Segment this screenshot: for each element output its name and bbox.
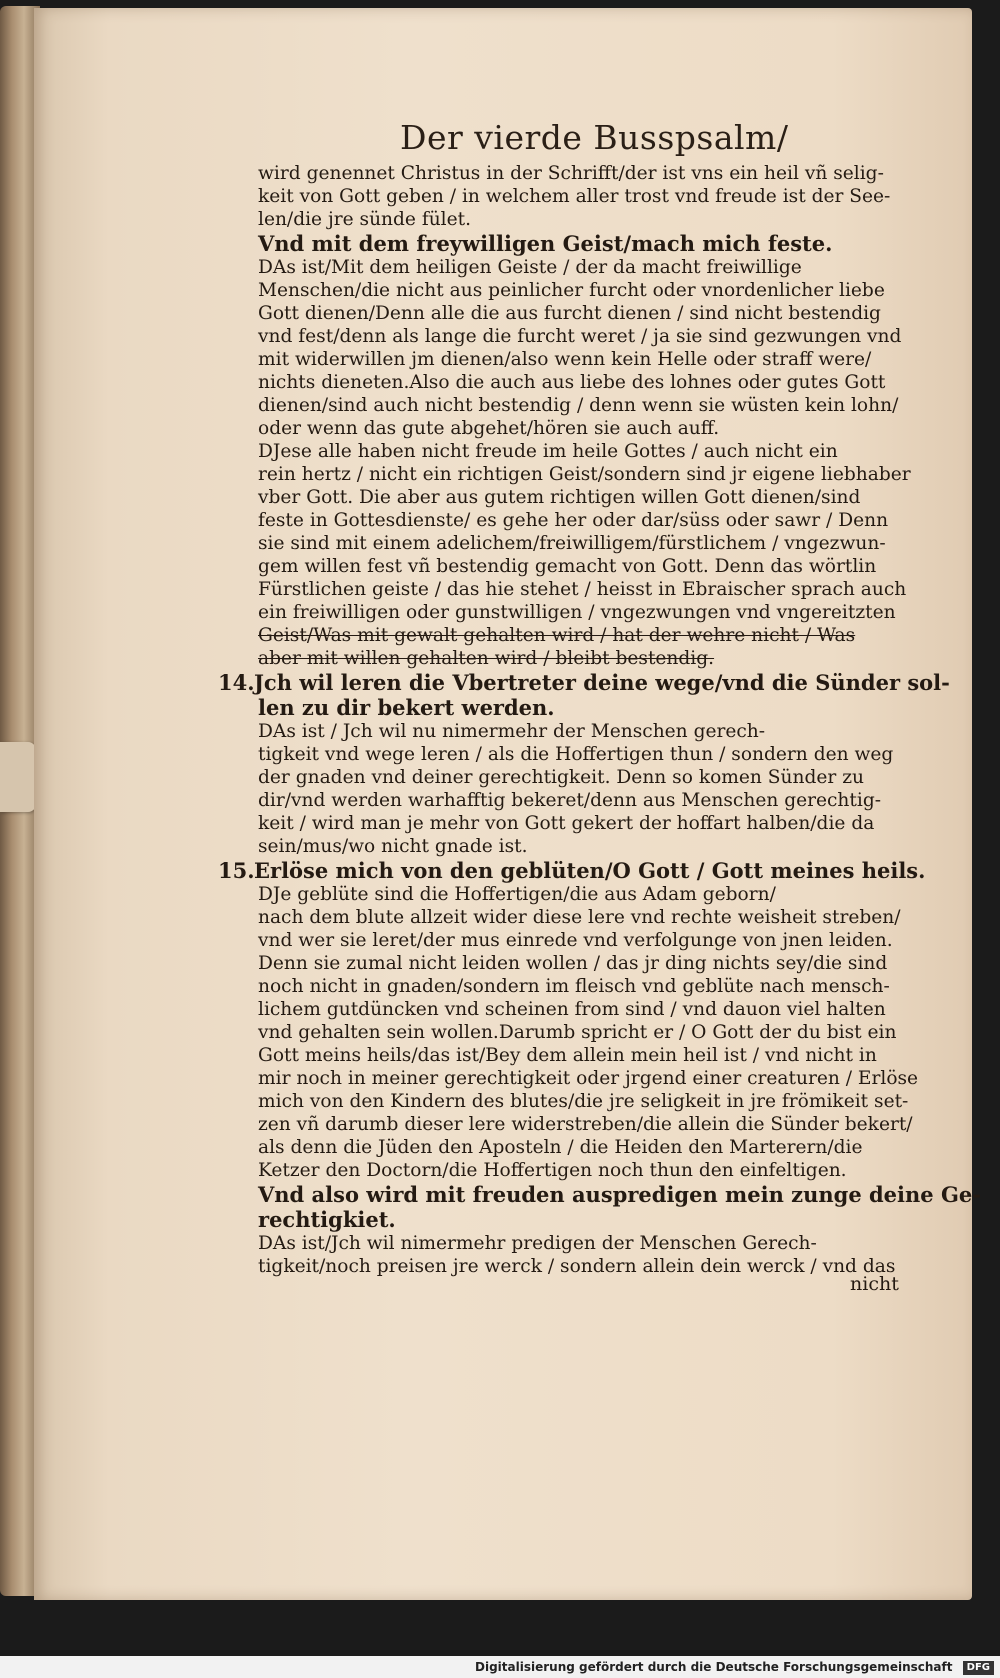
text-line	[258, 231, 908, 256]
text-line	[258, 998, 908, 1021]
text-line	[258, 509, 908, 532]
text-line	[258, 486, 908, 509]
page-tab	[0, 742, 36, 812]
text-line	[258, 695, 908, 720]
line-text: dienen/sind auch nicht bestendig / denn wenn sie wüsten kein lohn/	[258, 395, 899, 416]
text-line	[258, 766, 908, 789]
text-line	[258, 555, 908, 578]
line-text: keit / wird man je mehr von Gott gekert der hoffart halben/die da	[258, 813, 875, 834]
dfg-logo: DFG	[963, 1661, 994, 1675]
line-text: wird genennet Christus in der Schrifft/der ist vns ein heil vñ selig-	[258, 163, 884, 184]
text-line	[258, 1113, 913, 1136]
line-text: tigkeit/noch preisen jre werck / sondern allein dein werck / vnd das	[258, 1256, 896, 1277]
line-text: Ketzer den Doctorn/die Hoffertigen noch thun den einfeltigen.	[258, 1160, 847, 1181]
line-text: len/die jre sünde fület.	[258, 209, 472, 230]
line-text: zen vñ darumb dieser lere widerstreben/die allein die Sünder bekert/	[258, 1114, 913, 1135]
line-text: keit von Gott geben / in welchem aller trost vnd freude ist der See-	[258, 186, 891, 207]
text-line	[258, 789, 908, 812]
text-line	[258, 256, 908, 279]
text-line	[258, 835, 908, 858]
text-line	[258, 279, 908, 302]
line-text: sie sind mit einem adelichem/freiwilligem/fürstlichem / vngezwun-	[258, 533, 886, 554]
text-line	[258, 578, 908, 601]
text-line	[258, 647, 908, 670]
text-line	[258, 883, 908, 906]
line-text: DJese alle haben nicht freude im heile Gottes / auch nicht ein	[258, 441, 838, 462]
text-line	[258, 1136, 908, 1159]
line-text: Jch wil leren die Vbertreter deine wege/vnd die Sünder sol-	[254, 670, 950, 695]
line-text: tigkeit vnd wege leren / als die Hoffertigen thun / sondern den weg	[258, 744, 894, 765]
text-line	[258, 1207, 908, 1232]
text-line	[258, 371, 908, 394]
line-text: Menschen/die nicht aus peinlicher furcht oder vnordenlicher liebe	[258, 280, 885, 301]
line-text: Gott meins heils/das ist/Bey dem allein mein heil ist / vnd nicht in	[258, 1045, 877, 1066]
line-text: aber mit willen gehalten wird / bleibt bestendig.	[258, 648, 715, 669]
line-text: len zu dir bekert werden.	[258, 695, 555, 720]
text-line	[258, 720, 908, 743]
line-text: Gott dienen/Denn alle die aus furcht dienen / sind nicht bestendig	[258, 303, 881, 324]
text-line	[258, 906, 908, 929]
text-line	[258, 1182, 981, 1207]
line-text: Vnd mit dem freywilligen Geist/mach mich feste.	[258, 231, 833, 256]
text-line	[258, 812, 908, 835]
text-line	[258, 1232, 908, 1255]
line-text: Geist/Was mit gewalt gehalten wird / hat der wehre nicht / Was	[258, 625, 856, 646]
text-line	[258, 1044, 908, 1067]
catchword: nicht	[850, 1273, 899, 1295]
line-text: Denn sie zumal nicht leiden wollen / das jr ding nichts sey/die sind	[258, 953, 888, 974]
text-line	[258, 975, 908, 998]
text-line	[258, 624, 908, 647]
line-text: rechtigkiet.	[258, 1207, 396, 1232]
line-text: DJe geblüte sind die Hoffertigen/die aus Adam geborn/	[258, 884, 776, 905]
text-line	[258, 302, 908, 325]
line-text: vnd wer sie leret/der mus einrede vnd verfolgunge von jnen leiden.	[258, 930, 893, 951]
text-line	[258, 348, 908, 371]
line-text: sein/mus/wo nicht gnade ist.	[258, 836, 528, 857]
line-text: Vnd also wird mit freuden auspredigen mein zunge deine Ge-	[258, 1182, 981, 1207]
line-text: mich von den Kindern des blutes/die jre seligkeit in jre frömikeit set-	[258, 1091, 909, 1112]
text-line	[258, 743, 908, 766]
text-line	[258, 532, 908, 555]
footer-credit: Digitalisierung gefördert durch die Deutsche Forschungsgemeinschaft	[475, 1660, 953, 1674]
text-line	[258, 440, 908, 463]
text-line	[258, 952, 908, 975]
verse-number: 15.	[218, 858, 255, 883]
line-text: nichts dieneten.Also die auch aus liebe des lohnes oder gutes Gott	[258, 372, 886, 393]
text-line	[258, 208, 908, 231]
line-text: lichem gutdüncken vnd scheinen from sind / vnd dauon viel halten	[258, 999, 886, 1020]
line-text: mit widerwillen jm dienen/also wenn kein Helle oder straff were/	[258, 349, 872, 370]
line-text: der gnaden vnd deiner gerechtigkeit. Denn so komen Sünder zu	[258, 767, 864, 788]
line-text: vber Gott. Die aber aus gutem richtigen willen Gott dienen/sind	[258, 487, 861, 508]
text-line	[258, 1090, 908, 1113]
text-line	[218, 670, 950, 695]
line-text: Fürstlichen geiste / das hie stehet / heisst in Ebraischer sprach auch	[258, 579, 907, 600]
text-line	[258, 325, 908, 348]
text-line	[218, 858, 926, 883]
text-line	[258, 1255, 908, 1278]
line-text: DAs ist / Jch wil nu nimermehr der Menschen gerech-	[258, 721, 766, 742]
text-line	[258, 1159, 908, 1182]
text-line	[258, 929, 908, 952]
digitization-footer	[0, 1656, 1000, 1678]
line-text: vnd gehalten sein wollen.Darumb spricht er / O Gott der du bist ein	[258, 1022, 897, 1043]
line-text: dir/vnd werden warhafftig bekeret/denn aus Menschen gerechtig-	[258, 790, 881, 811]
text-line	[258, 463, 911, 486]
text-line	[258, 601, 908, 624]
text-line	[258, 417, 908, 440]
line-text: gem willen fest vñ bestendig gemacht von Gott. Denn das wörtlin	[258, 556, 877, 577]
line-text: noch nicht in gnaden/sondern im fleisch vnd geblüte nach mensch-	[258, 976, 890, 997]
line-text: nach dem blute allzeit wider diese lere vnd rechte weisheit streben/	[258, 907, 901, 928]
text-block	[218, 162, 981, 1278]
text-line	[258, 1021, 908, 1044]
line-text: rein hertz / nicht ein richtigen Geist/sondern sind jr eigene liebhaber	[258, 464, 911, 485]
text-line	[258, 185, 908, 208]
line-text: oder wenn das gute abgehet/hören sie auch auff.	[258, 418, 720, 439]
line-text: mir noch in meiner gerechtigkeit oder jrgend einer creaturen / Erlöse	[258, 1068, 919, 1089]
line-text: DAs ist/Jch wil nimermehr predigen der Menschen Gerech-	[258, 1233, 817, 1254]
running-header: Der vierde Busspsalm/	[400, 118, 789, 157]
text-line	[258, 1067, 919, 1090]
line-text: DAs ist/Mit dem heiligen Geiste / der da macht freiwillige	[258, 257, 802, 278]
line-text: als denn die Jüden den Aposteln / die Heiden den Marterern/die	[258, 1137, 863, 1158]
line-text: Erlöse mich von den geblüten/O Gott / Gott meines heils.	[254, 858, 926, 883]
line-text: vnd fest/denn als lange die furcht weret / ja sie sind gezwungen vnd	[258, 326, 902, 347]
line-text: ein freiwilligen oder gunstwilligen / vngezwungen vnd vngereitzten	[258, 602, 896, 623]
text-line	[258, 162, 908, 185]
verse-number: 14.	[218, 670, 255, 695]
text-line	[258, 394, 908, 417]
line-text: feste in Gottesdienste/ es gehe her oder dar/süss oder sawr / Denn	[258, 510, 889, 531]
